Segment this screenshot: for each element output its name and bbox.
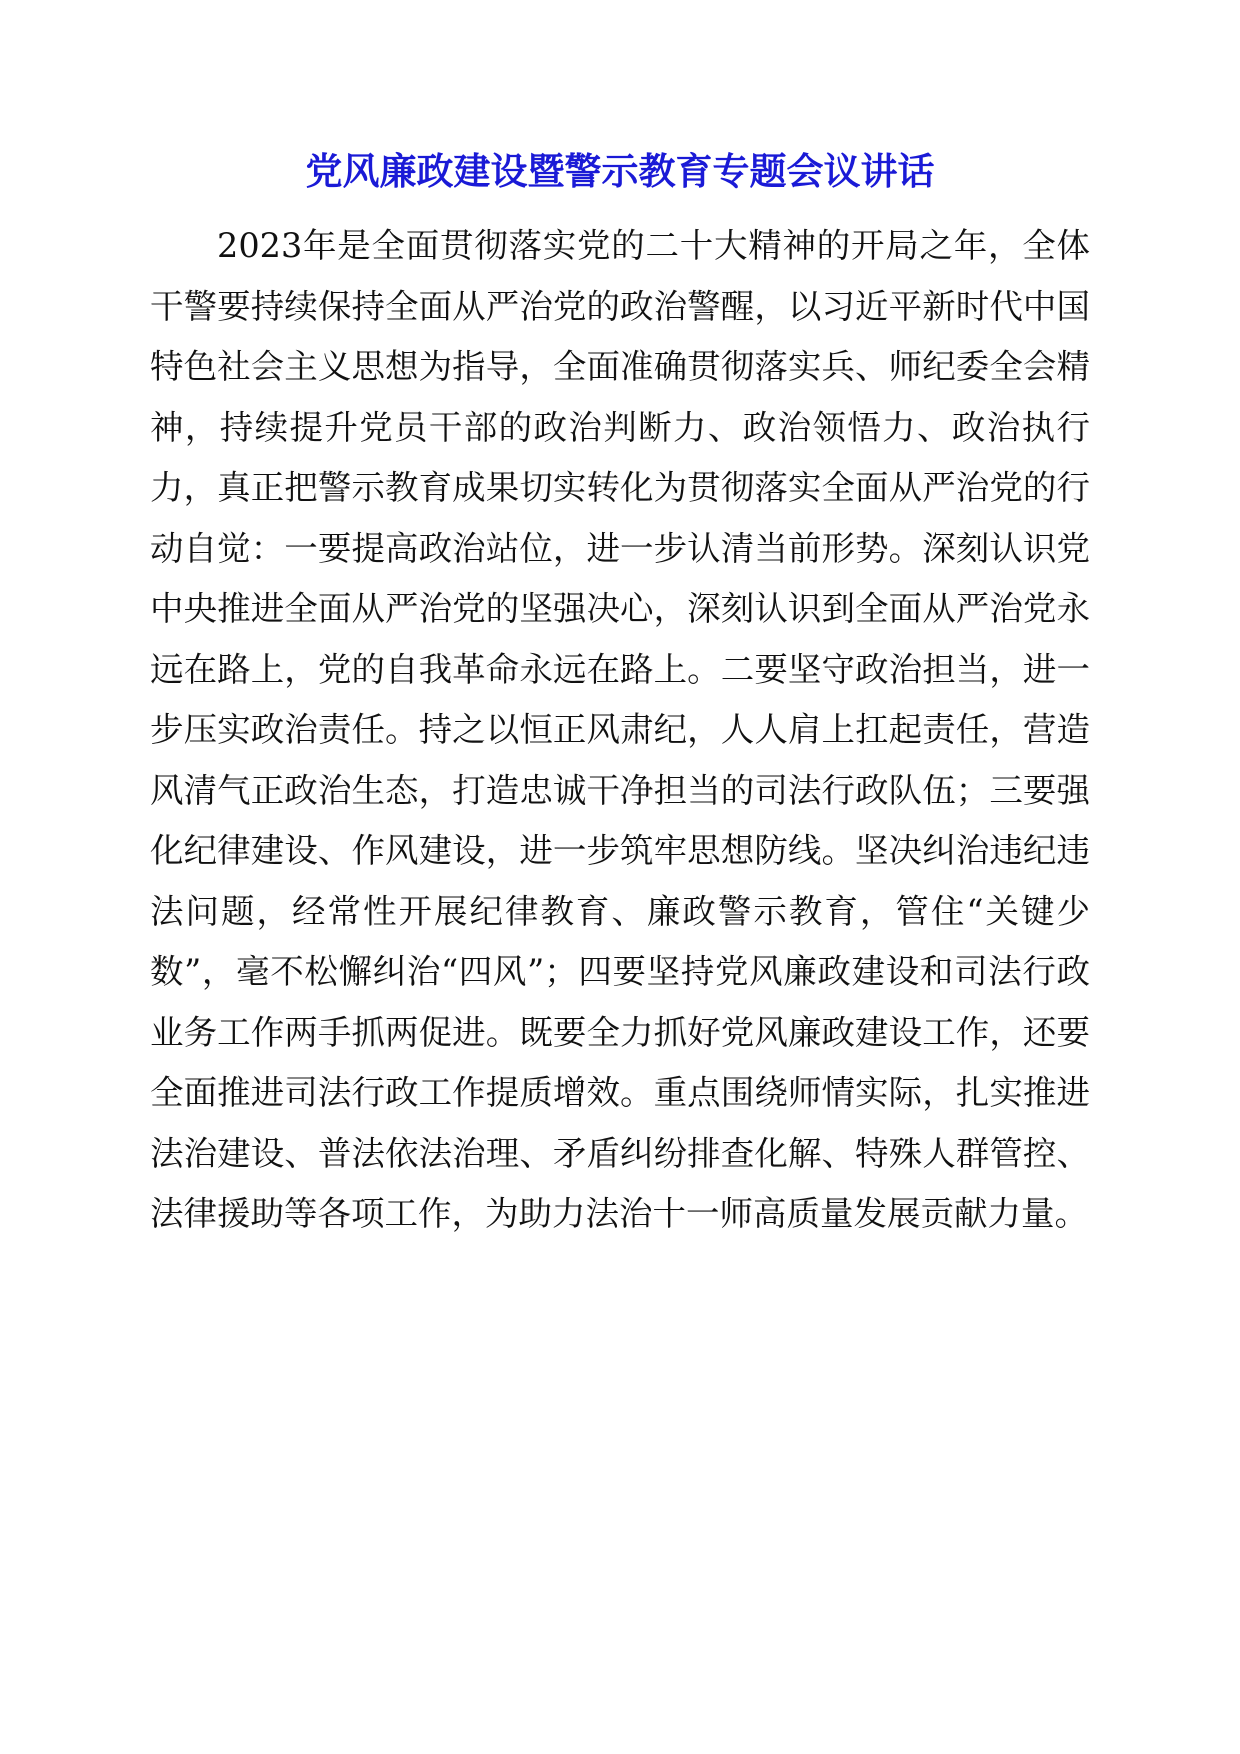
document-title: 党风廉政建设暨警示教育专题会议讲话 xyxy=(305,150,935,193)
document-body-paragraph: 2023年是全面贯彻落实党的二十大精神的开局之年，全体干警要持续保持全面从严治党的政治警醒，以习近平新时代中国特色社会主义思想为指导，全面准确贯彻落实兵、师纪委全会精神，持续提升党员干部的政治判断力、政治领悟力、政治执行力，真正把警示教育成果切实转化为贯彻落实全面从严治党的行动自觉：一要提高政治站位，进一步认清当前形势。深刻认识党中央推进全面从严治党的坚强决心，深刻认识到全面从严治党永远在路上，党的自我革命永远在路上。二要坚守政治担当，进一步压实政治责任。持之以恒正风肃纪，人人肩上扛起责任，营造风清气正政治生态，打造忠诚干净担当的司法行政队伍；三要强化纪律建设、作风建设，进一步筑牢思想防线。坚决纠治违纪违法问题，经常性开展纪律教育、廉政警示教育，管住“关键少数”，毫不松懈纠治“四风”；四要坚持党风廉政建设和司法行政业务工作两手抓两促进。既要全力抓好党风廉政建设工作，还要全面推进司法行政工作提质增效。重点围绕师情实际，扎实推进法治建设、普法依法治理、矛盾纠纷排查化解、特殊人群管控、法律援助等各项工作，为助力法治十一师高质量发展贡献力量。 xyxy=(150,226,1090,1233)
